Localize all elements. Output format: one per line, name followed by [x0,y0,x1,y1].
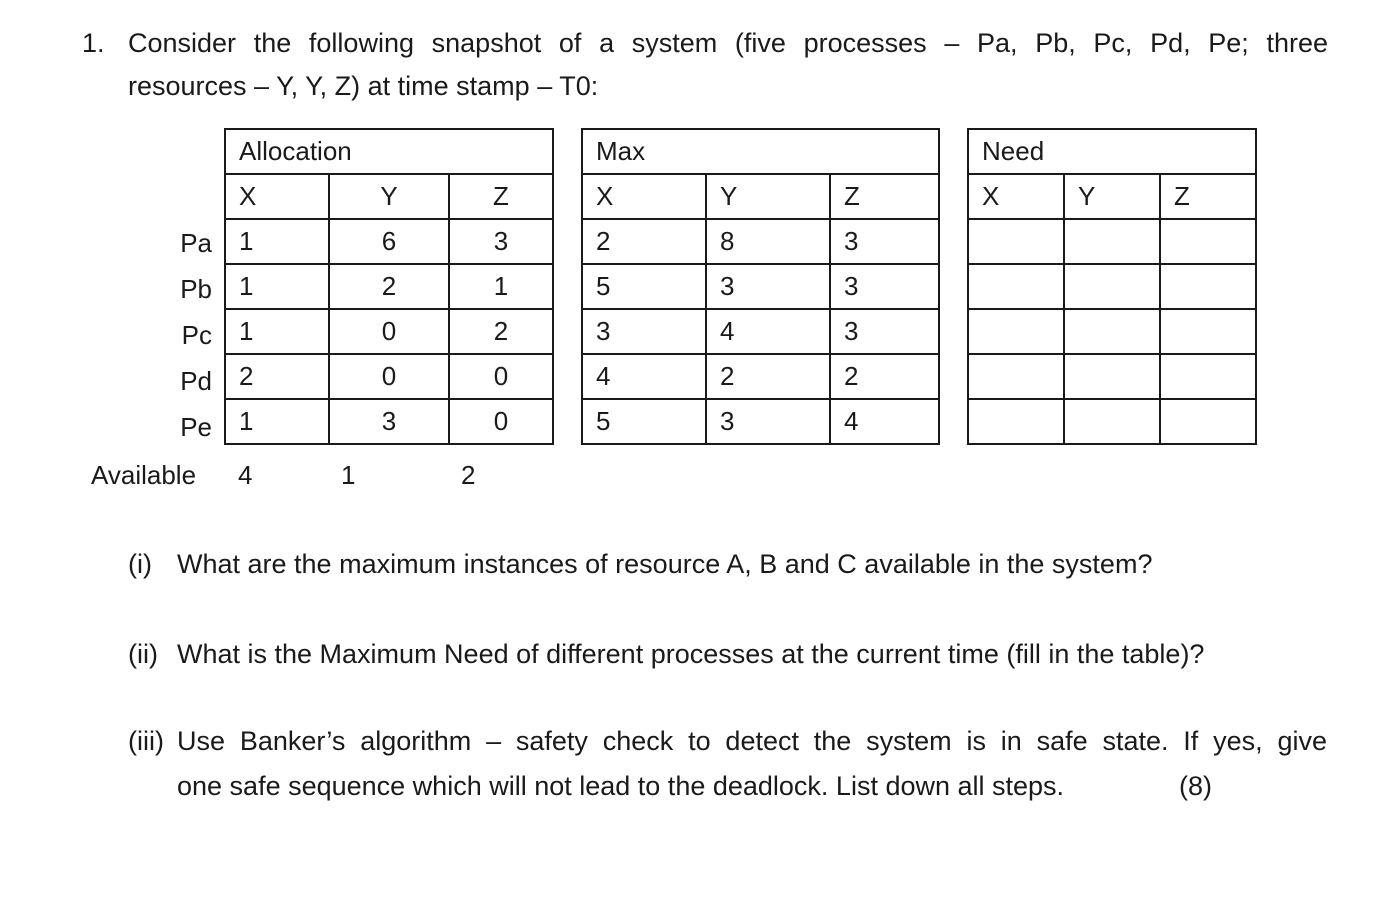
subquestion-2-number: (ii) [128,639,158,669]
process-label-pe: Pe [180,412,212,442]
allocation-cell: 6 [329,219,449,264]
allocation-cell: 1 [225,309,329,354]
need-cell-empty [968,219,1064,264]
allocation-cell: 1 [225,219,329,264]
max-cell: 5 [582,399,706,444]
allocation-title: Allocation [225,129,553,174]
allocation-cell: 0 [449,399,553,444]
table-row [225,264,553,309]
table-row [582,264,939,309]
need-cell-empty [1064,354,1160,399]
max-table [581,128,940,445]
process-label-pb: Pb [180,274,212,304]
max-cell: 4 [706,309,830,354]
need-cell-empty [968,354,1064,399]
table-row [968,399,1256,444]
max-title: Max [582,129,939,174]
question-intro-line-2: resources – Y, Y, Z) at time stamp – T0: [128,71,599,101]
max-cell: 2 [582,219,706,264]
question-number: 1. [82,28,105,58]
subquestion-3-line-1: Use Banker’s algorithm – safety check to detect the system is in safe state. If yes, give [177,726,1327,756]
need-col-y: Y [1064,174,1160,219]
allocation-cell: 3 [329,399,449,444]
max-cell: 4 [830,399,939,444]
allocation-cell: 2 [329,264,449,309]
max-cell: 3 [830,264,939,309]
table-row [968,309,1256,354]
need-cell-empty [968,264,1064,309]
allocation-cell: 1 [225,264,329,309]
process-label-pc: Pc [181,320,212,350]
need-cell-empty [1160,264,1256,309]
table-row [582,399,939,444]
subquestion-2-text: What is the Maximum Need of different processes at the current time (fill in the table)? [177,639,1205,669]
max-cell: 4 [582,354,706,399]
need-cell-empty [968,399,1064,444]
max-cell: 3 [830,219,939,264]
need-cell-empty [1160,354,1256,399]
subquestion-1 [128,548,1328,580]
max-cell: 5 [582,264,706,309]
max-col-z: Z [830,174,939,219]
need-table [967,128,1257,445]
max-cell: 2 [706,354,830,399]
table-row [968,354,1256,399]
table-row [225,399,553,444]
table-row [968,219,1256,264]
max-cell: 8 [706,219,830,264]
max-col-y: Y [706,174,830,219]
allocation-cell: 0 [449,354,553,399]
max-cell: 3 [706,264,830,309]
allocation-col-x: X [225,174,329,219]
allocation-col-y: Y [329,174,449,219]
subquestion-1-text: What are the maximum instances of resource A, B and C available in the system? [177,549,1153,579]
need-cell-empty [968,309,1064,354]
need-cell-empty [1064,399,1160,444]
table-row [968,264,1256,309]
allocation-cell: 1 [225,399,329,444]
available-label: Available [91,460,197,490]
subquestion-3-marks: (8) [1179,771,1212,801]
allocation-cell: 2 [449,309,553,354]
subquestion-3-number: (iii) [128,726,164,756]
table-row [225,309,553,354]
need-cell-empty [1160,399,1256,444]
subquestion-3-line-2: one safe sequence which will not lead to the deadlock. List down all steps. [177,771,1065,801]
allocation-cell: 3 [449,219,553,264]
allocation-cell: 0 [329,354,449,399]
need-cell-empty [1064,219,1160,264]
max-col-x: X [582,174,706,219]
subquestion-2 [128,638,1328,670]
allocation-cell: 2 [225,354,329,399]
max-cell: 3 [706,399,830,444]
max-cell: 3 [582,309,706,354]
available-y: 1 [341,460,356,490]
need-col-z: Z [1160,174,1256,219]
allocation-col-z: Z [449,174,553,219]
table-row [225,354,553,399]
process-label-pd: Pd [180,366,212,396]
max-cell: 3 [830,309,939,354]
table-row [582,219,939,264]
table-row [582,309,939,354]
allocation-table [224,128,554,445]
need-cell-empty [1160,219,1256,264]
allocation-cell: 0 [329,309,449,354]
question-intro-line-1: Consider the following snapshot of a system (five processes – Pa, Pb, Pc, Pd, Pe; three [128,28,1328,58]
table-row [582,354,939,399]
process-label-pa: Pa [180,228,212,258]
need-cell-empty [1064,309,1160,354]
need-col-x: X [968,174,1064,219]
subquestion-3 [128,725,1328,805]
allocation-cell: 1 [449,264,553,309]
table-row [225,219,553,264]
max-cell: 2 [830,354,939,399]
need-title: Need [968,129,1256,174]
available-x: 4 [238,460,253,490]
need-cell-empty [1064,264,1160,309]
subquestion-1-number: (i) [128,549,152,579]
available-z: 2 [461,460,476,490]
need-cell-empty [1160,309,1256,354]
